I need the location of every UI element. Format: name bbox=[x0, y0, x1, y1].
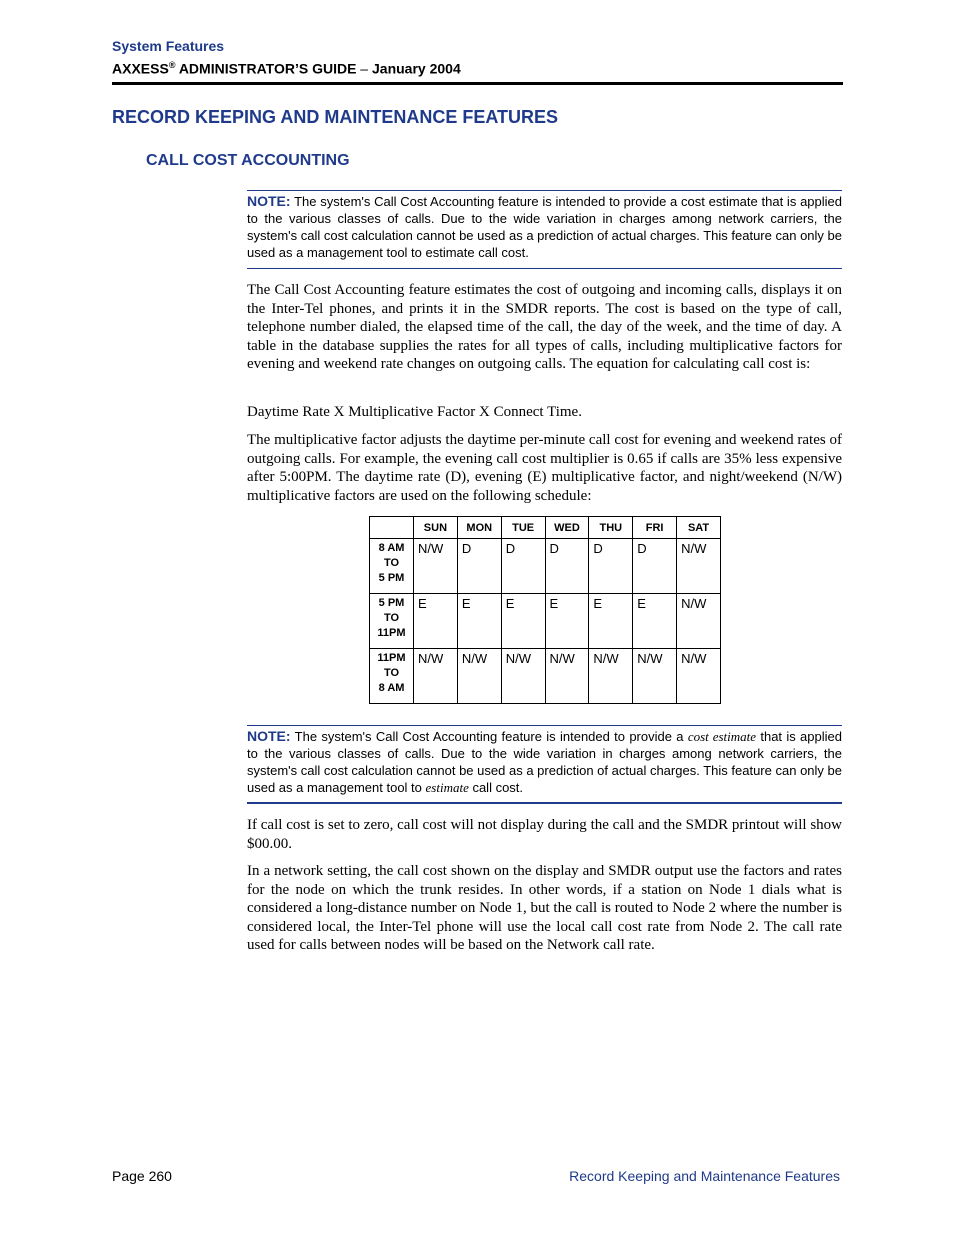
rate-cell: N/W bbox=[501, 649, 545, 704]
rate-cell: N/W bbox=[677, 594, 721, 649]
table-header-row bbox=[370, 517, 721, 539]
rate-cell: D bbox=[457, 539, 501, 594]
paragraph-equation: Daytime Rate X Multiplicative Factor X Connect Time. bbox=[247, 404, 582, 420]
day-header: SUN bbox=[414, 517, 458, 539]
note-italic-text: cost estimate bbox=[687, 729, 757, 744]
rate-cell: E bbox=[414, 594, 458, 649]
time-range-header: 5 PM TO 11PM bbox=[370, 594, 414, 649]
note-label: NOTE: bbox=[247, 193, 291, 209]
rate-cell: D bbox=[589, 539, 633, 594]
rate-cell: E bbox=[457, 594, 501, 649]
note-box-1 bbox=[247, 190, 842, 261]
time-range-header: 11PM TO 8 AM bbox=[370, 649, 414, 704]
day-header: FRI bbox=[633, 517, 677, 539]
rate-cell: N/W bbox=[633, 649, 677, 704]
table-row bbox=[370, 649, 721, 704]
table-corner-cell bbox=[370, 517, 414, 539]
section-heading: RECORD KEEPING AND MAINTENANCE FEATURES bbox=[112, 107, 559, 127]
rate-cell: N/W bbox=[545, 649, 589, 704]
day-header: SAT bbox=[677, 517, 721, 539]
day-header: TUE bbox=[501, 517, 545, 539]
rate-cell: E bbox=[501, 594, 545, 649]
rate-cell: E bbox=[633, 594, 677, 649]
note-box-2 bbox=[247, 725, 842, 796]
registered-mark: ® bbox=[168, 60, 176, 70]
running-header-guide-title bbox=[112, 60, 461, 77]
rate-cell: D bbox=[633, 539, 677, 594]
running-header-section: System Features bbox=[112, 38, 225, 54]
guide-title: ADMINISTRATOR’S GUIDE bbox=[175, 60, 357, 77]
guide-date: January 2004 bbox=[372, 60, 461, 77]
note-text: call cost. bbox=[468, 780, 524, 795]
note-text: The system's Call Cost Accounting feature is intended to provide a bbox=[290, 729, 688, 744]
paragraph-zero-cost: If call cost is set to zero, call cost will not display during the call and the SMDR printout will show $00.00. bbox=[247, 817, 842, 852]
table-row bbox=[370, 594, 721, 649]
note-box-2-bottom-rule bbox=[247, 802, 842, 804]
guide-dash: – bbox=[356, 60, 372, 77]
table-row bbox=[370, 539, 721, 594]
rate-schedule-table bbox=[369, 516, 721, 704]
paragraph-intro: The Call Cost Accounting feature estimates the cost of outgoing and incoming calls, displays it on the Inter-Tel phones, and prints it in the SMDR reports. The cost is based on the type of call, telephone number dialed, the elapsed time of the call, the day of the week, and the time of day. A table in the database supplies the rates for all types of calls, including multiplicative factors for evening and weekend rate changes on outgoing calls. The equation for calculating call cost is: bbox=[247, 282, 842, 373]
guide-brand: AXXESS bbox=[112, 60, 169, 77]
rate-cell: N/W bbox=[677, 539, 721, 594]
paragraph-multiplicative-factor: The multiplicative factor adjusts the daytime per-minute call cost for evening and weekend rates of outgoing calls. For example, the evening call cost multiplier is 0.65 if calls are 35% less expensive after 5:00PM. The daytime rate (D), evening (E) multiplicative factor, and night/weekend (N/W) multiplicative factors are used on the following schedule: bbox=[247, 432, 842, 504]
rate-cell: D bbox=[545, 539, 589, 594]
note-box-1-bottom-rule bbox=[247, 268, 842, 269]
rate-cell: N/W bbox=[589, 649, 633, 704]
note-text: The system's Call Cost Accounting feature is intended to provide a cost estimate that is applied to the various classes of calls. Due to the wide variation in charges among network carriers, the system's call cost calculation cannot be used as a prediction of actual charges. This feature can only be used as a management tool to estimate call cost. bbox=[247, 194, 842, 260]
header-rule bbox=[112, 82, 843, 85]
footer-section-title: Record Keeping and Maintenance Features bbox=[569, 1168, 840, 1184]
paragraph-network-setting: In a network setting, the call cost shown on the display and SMDR output use the factors and rates for the node on which the trunk resides. In other words, if a station on Node 1 dials what is considered a long-distance number on Node 1, but the call is routed to Node 2 where the number is considered local, the Inter-Tel phone will use the local call cost rate from Node 2. The call rate used for calls between nodes will be based on the Network call rate. bbox=[247, 863, 842, 954]
rate-cell: D bbox=[501, 539, 545, 594]
rate-cell: N/W bbox=[414, 539, 458, 594]
note-text: that is applied to the various classes of calls. Due to the wide variation in charges among network carriers, the system's call cost calculation cannot be used as a prediction of actual charges. This feature can only be used as a management tool to bbox=[247, 729, 842, 795]
note-label: NOTE: bbox=[247, 728, 291, 744]
subsection-heading: CALL COST ACCOUNTING bbox=[146, 152, 350, 169]
day-header: THU bbox=[589, 517, 633, 539]
page-number: Page 260 bbox=[112, 1168, 172, 1184]
rate-cell: N/W bbox=[457, 649, 501, 704]
rate-cell: E bbox=[545, 594, 589, 649]
note-italic-text: estimate bbox=[425, 780, 469, 795]
day-header: WED bbox=[545, 517, 589, 539]
rate-cell: E bbox=[589, 594, 633, 649]
time-range-header: 8 AM TO 5 PM bbox=[370, 539, 414, 594]
rate-cell: N/W bbox=[677, 649, 721, 704]
day-header: MON bbox=[457, 517, 501, 539]
rate-cell: N/W bbox=[414, 649, 458, 704]
